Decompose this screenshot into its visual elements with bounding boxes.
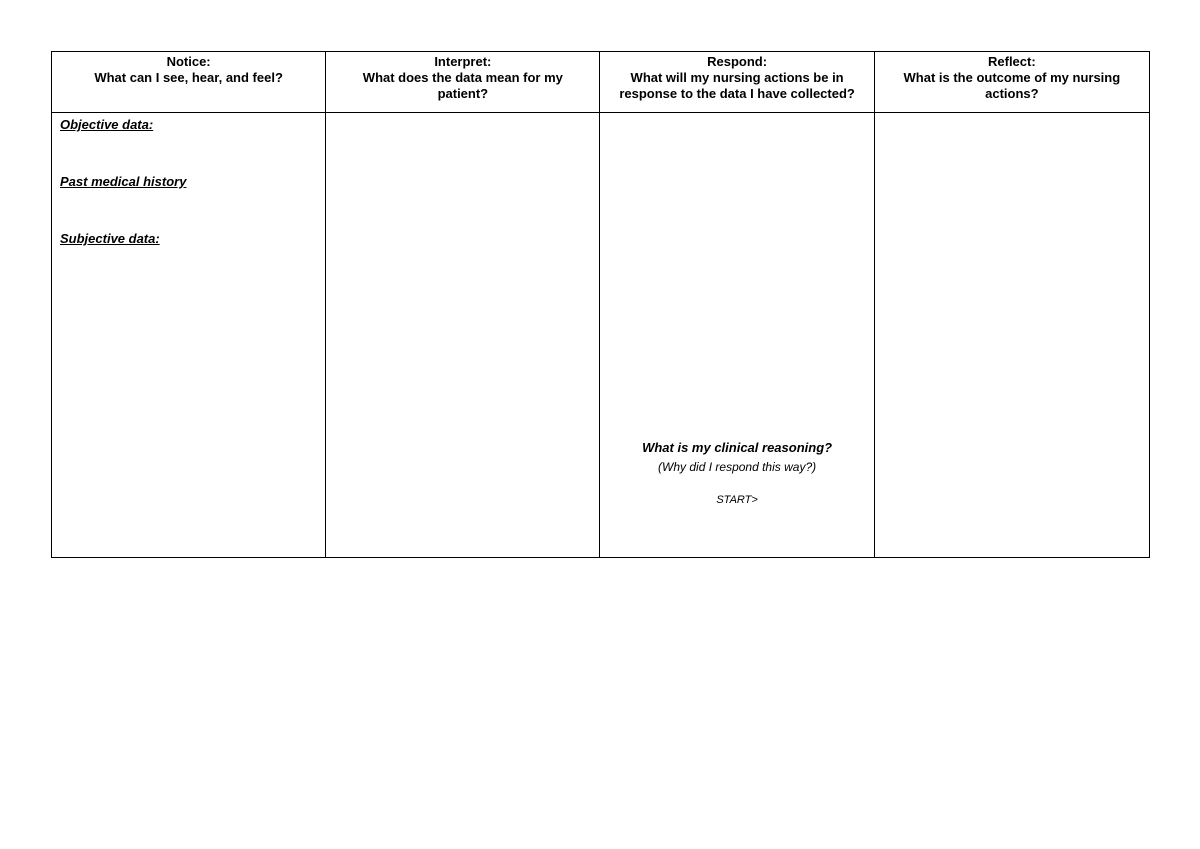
clinical-reasoning-title: What is my clinical reasoning? xyxy=(642,440,833,455)
notice-header xyxy=(52,52,326,113)
clinical-reasoning-prompt xyxy=(600,439,873,507)
worksheet-table xyxy=(51,51,1150,558)
interpret-heading: Interpret: xyxy=(434,54,492,69)
past-medical-history-label: Past medical history xyxy=(60,174,187,189)
reflect-header xyxy=(874,52,1149,113)
header-row xyxy=(52,52,1150,113)
reflect-question: What is the outcome of my nursing actions? xyxy=(903,70,1121,101)
clinical-reasoning-subtitle: (Why did I respond this way?) xyxy=(658,460,817,474)
objective-data-label: Objective data: xyxy=(60,117,154,132)
notice-heading: Notice: xyxy=(166,54,211,69)
subjective-data-label: Subjective data: xyxy=(60,231,160,246)
clinical-judgment-worksheet xyxy=(51,51,1150,552)
interpret-entry-cell[interactable] xyxy=(326,113,600,558)
respond-heading: Respond: xyxy=(707,54,768,69)
interpret-header xyxy=(326,52,600,113)
notice-entry-cell[interactable] xyxy=(52,113,326,558)
interpret-question: What does the data mean for my patient? xyxy=(362,70,563,101)
entry-row xyxy=(52,113,1150,558)
respond-question: What will my nursing actions be in response to the data I have collected? xyxy=(619,70,855,101)
respond-header xyxy=(600,52,874,113)
reflect-entry-cell[interactable] xyxy=(874,113,1149,558)
respond-entry-cell[interactable] xyxy=(600,113,874,558)
notice-question: What can I see, hear, and feel? xyxy=(94,70,283,85)
start-marker: START> xyxy=(716,494,758,506)
reflect-heading: Reflect: xyxy=(988,54,1036,69)
